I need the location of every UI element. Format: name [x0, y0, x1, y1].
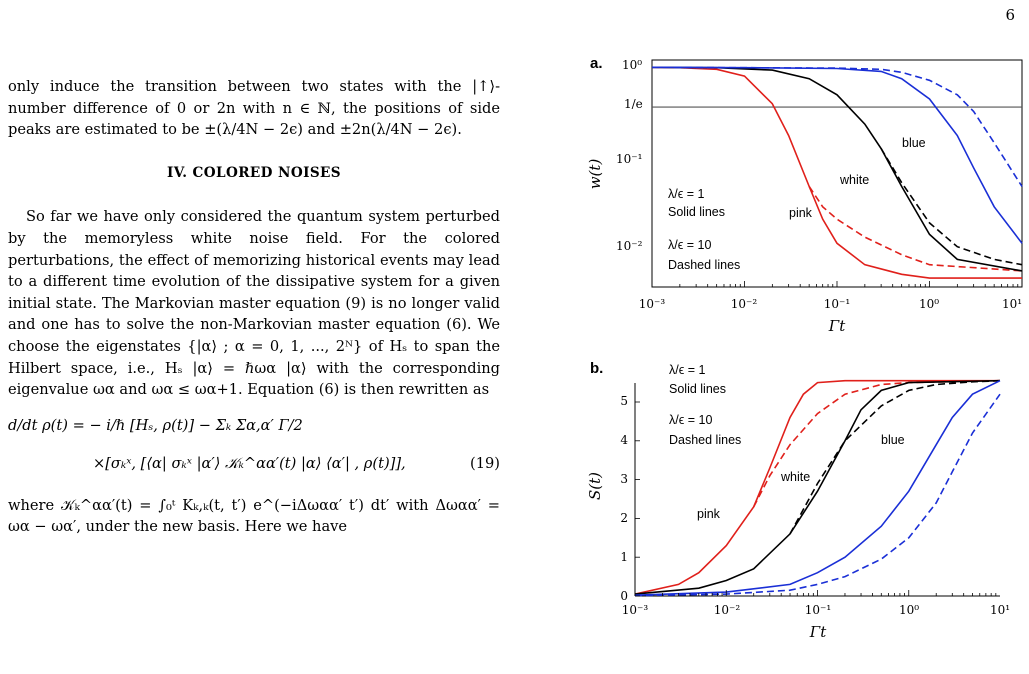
panel-a-plot [652, 60, 1022, 287]
panel-b-legend-2a: λ/ϵ = 10 [669, 413, 713, 427]
panel-b-y-ticks [635, 402, 640, 596]
panel-b-legend-1b: Solid lines [669, 382, 726, 396]
panel-a-ytick-1e: 1/e [624, 97, 643, 111]
paragraph-where: where 𝒦ₖ^αα′(t) = ∫₀ᵗ Kₖ,ₖ(t, t′) e^(−iΔωαα′ t′) dt′ with Δωαα′ = ωα − ωα′, under the new basis. Here we have [8, 496, 500, 536]
panel-a-xtick-1: 10⁻³ [638, 297, 666, 311]
panel-b-ytick-1: 1 [620, 550, 628, 564]
panel-a-legend-2a: λ/ϵ = 10 [668, 238, 712, 252]
panel-b-label-blue: blue [881, 433, 905, 447]
panel-a-series-blue-dashed [652, 67, 1022, 186]
paragraph-colored-noises: So far we have only considered the quantum system perturbed by the memoryless white noise field. For the colored perturbations, the effect of memorizing historical events may lead to a different time evolution of the dissipative system for a given initial state. The Markovian master equation (9) is no longer valid and one has to solve the non-Markovian master equation (6). We choose the eigenstates {|α⟩ ; α = 0, 1, ..., 2ᴺ} of Hₛ to span the Hilbert space, i.e., Hₛ |α⟩ = ℏωα |α⟩ with the corresponding eigenvalue ωα and ωα ≤ ωα+1. Equation (6) is then rewritten as [8, 208, 500, 399]
panel-a-legend-1b: Solid lines [668, 205, 725, 219]
equation-line-1: d/dt ρ(t) = − i/ℏ [Hₛ, ρ(t)] − Σₖ Σα,α′ Γ/2 [8, 416, 303, 434]
section-heading: IV. COLORED NOISES [166, 164, 342, 181]
panel-a-series-white-dashed [881, 149, 1022, 265]
panel-a-xtick-4: 10⁰ [918, 297, 940, 311]
panel-b-ylabel: S(t) [586, 471, 604, 501]
panel-b-legend-2b: Dashed lines [669, 433, 742, 447]
panel-b-ytick-2: 2 [620, 511, 628, 525]
panel-b-legend-1a: λ/ϵ = 1 [669, 363, 706, 377]
panel-b-ytick-5: 5 [620, 394, 628, 408]
panel-a-label-white: white [840, 173, 870, 187]
equation-19 [8, 409, 500, 487]
panel-b-xlabel: Γt [809, 623, 827, 641]
panel-a-ytick-0p01: 10⁻² [616, 239, 643, 253]
text-column [8, 76, 500, 538]
panel-b-label-white: white [781, 470, 811, 484]
figure [560, 46, 1029, 670]
panel-a-legend-2b: Dashed lines [668, 258, 741, 272]
panel-b-xtick-1: 10⁻³ [621, 603, 649, 617]
panel-a-legend-1a: λ/ϵ = 1 [668, 187, 705, 201]
panel-a-xlabel: Γt [828, 317, 846, 335]
panel-b-letter: b. [590, 360, 604, 377]
paragraph-side-peaks: only induce the transition between two states with the |↑⟩-number difference of 0 or 2n with n ∈ ℕ, the positions of side peaks are estimated to be ±(λ/4N − 2ϵ) and ±2n(λ/4N − 2ϵ). [8, 78, 500, 139]
panel-b-ytick-4: 4 [620, 433, 628, 447]
panel-a-ytick-1: 10⁰ [622, 58, 643, 72]
panel-b-xtick-2: 10⁻² [713, 603, 741, 617]
panel-b-xtick-3: 10⁻¹ [804, 603, 832, 617]
panel-a-x-ticks [652, 281, 1018, 287]
panel-a-xtick-5: 10¹ [1001, 297, 1023, 311]
panel-a-ylabel: w(t) [586, 158, 604, 190]
page-number: 6 [1005, 6, 1015, 24]
panel-a-label-pink: pink [789, 206, 812, 220]
panel-b-label-pink: pink [697, 507, 720, 521]
panel-b-series-pink-dashed [754, 381, 1000, 507]
equation-line-2: ×[σₖˣ, [⟨α| σₖˣ |α′⟩ 𝒦ₖ^αα′(t) |α⟩ ⟨α′| , ρ(t)]], [93, 454, 406, 472]
panel-a-ytick-0p1: 10⁻¹ [616, 152, 643, 166]
panel-a-letter: a. [590, 55, 603, 72]
equation-number: (19) [470, 454, 500, 472]
panel-b-series-white-dashed [790, 381, 1000, 534]
figure-svg [560, 46, 1029, 670]
panel-b-ytick-0: 0 [620, 589, 628, 603]
panel-a-label-blue: blue [902, 136, 926, 150]
panel-a-xtick-3: 10⁻¹ [823, 297, 851, 311]
panel-b-xtick-4: 10⁰ [898, 603, 920, 617]
panel-b-xtick-5: 10¹ [989, 603, 1011, 617]
panel-b-ytick-3: 3 [620, 472, 628, 486]
panel-a-xtick-2: 10⁻² [730, 297, 758, 311]
